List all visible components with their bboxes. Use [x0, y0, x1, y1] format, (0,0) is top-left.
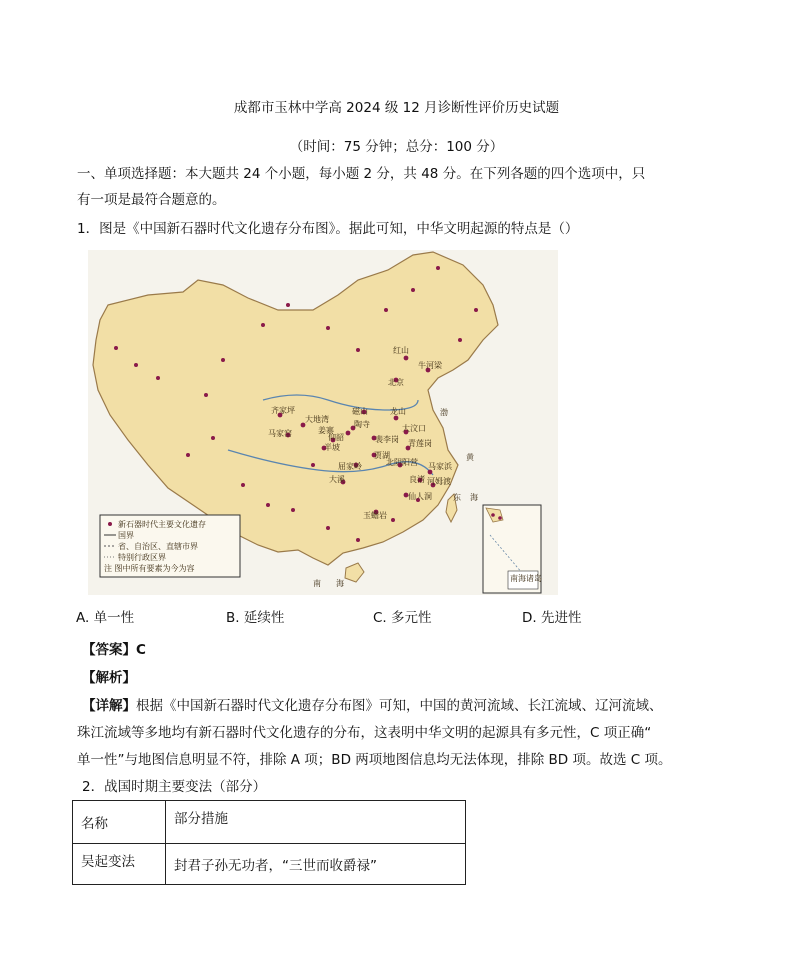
- legend-item: 特别行政区界: [118, 553, 166, 562]
- detail-label: 【详解】: [82, 698, 136, 714]
- table-header-cell: 名称: [73, 801, 166, 844]
- sea-label: 东: [453, 493, 461, 502]
- site-label: 马家浜: [428, 462, 452, 471]
- site-label: 河姆渡: [427, 477, 451, 486]
- table-cell: 吴起变法: [73, 844, 166, 885]
- option-b: B. 延续性: [226, 610, 285, 626]
- detail-line1: [82, 694, 663, 714]
- site-label: 齐家坪: [271, 406, 295, 415]
- sea-label: 海: [336, 579, 344, 588]
- neolithic-sites-map: [88, 250, 558, 595]
- site-label: 大汶口: [402, 424, 426, 433]
- site-label: 红山: [393, 346, 409, 355]
- map-legend: [100, 515, 240, 577]
- table-row: [73, 844, 466, 885]
- section-instructions-line1: 一、单项选择题：本大题共 24 个小题，每小题 2 分，共 48 分。在下列各题的四个选项中，只: [77, 166, 646, 182]
- answer-line: [82, 638, 146, 658]
- site-label: 玉蟾岩: [363, 511, 387, 520]
- site-label: 陶寺: [354, 420, 370, 429]
- site-label: 良渚: [409, 475, 425, 484]
- site-label: 北京: [388, 378, 404, 387]
- sea-label: 渤: [440, 408, 448, 417]
- legend-item: 省、自治区、直辖市界: [118, 542, 198, 551]
- detail-line2: 珠江流域等多地均有新石器时代文化遗存的分布，这表明中华文明的起源具有多元性，C 项正确“: [77, 725, 652, 741]
- exam-title: 成都市玉林中学高 2024 级 12 月诊断性评价历史试题: [233, 100, 560, 116]
- reform-table: [72, 800, 466, 885]
- sea-label: 南: [313, 579, 321, 588]
- question-1-stem: 1．图是《中国新石器时代文化遗存分布图》。据此可知，中华文明起源的特点是（）: [77, 221, 579, 237]
- question-2-stem: 2．战国时期主要变法（部分）: [82, 779, 267, 795]
- site-label: 屈家岭: [338, 462, 362, 471]
- detail-text-1: 根据《中国新石器时代文化遗存分布图》可知，中国的黄河流域、长江流域、辽河流域、: [136, 698, 663, 714]
- table-header-cell: 部分措施: [166, 801, 466, 844]
- site-label: 贾湖: [374, 451, 390, 460]
- site-label: 姜寨: [318, 426, 334, 435]
- option-a: A. 单一性: [76, 610, 135, 626]
- site-label: 龙山: [390, 407, 406, 416]
- legend-item: 国界: [118, 531, 134, 540]
- site-label: 裴李岗: [375, 435, 399, 444]
- site-label: 北阴阳营: [386, 458, 418, 467]
- legend-item: 新石器时代主要文化遗存: [118, 520, 206, 529]
- site-label: 大溪: [329, 475, 345, 484]
- site-label: 牛河梁: [418, 361, 442, 370]
- analysis-label: 【解析】: [82, 670, 136, 686]
- option-d: D. 先进性: [522, 610, 582, 626]
- south-china-sea-inset: [483, 505, 542, 593]
- legend-note: 注 图中所有要素为今为容: [104, 564, 195, 573]
- table-cell: 封君子孙无功者，“三世而收爵禄”: [166, 844, 466, 885]
- sea-label: 海: [470, 493, 478, 502]
- site-label: 大地湾: [305, 415, 329, 424]
- inset-label: 南海诸岛: [510, 574, 542, 583]
- site-label: 仙人洞: [408, 492, 432, 501]
- sea-label: 黄: [466, 453, 474, 462]
- detail-line3: 单一性”与地图信息明显不符，排除 A 项；BD 两项地图信息均无法体现，排除 BD 项。故选 C 项。: [77, 752, 672, 768]
- section-instructions-line2: 有一项是最符合题意的。: [77, 192, 226, 208]
- site-label: 青莲岗: [408, 439, 432, 448]
- site-label: 仰韶: [328, 433, 344, 442]
- site-label: 磁山: [352, 407, 368, 416]
- answer-value: C: [136, 642, 146, 658]
- answer-label: 【答案】: [82, 642, 136, 658]
- option-c: C. 多元性: [373, 610, 432, 626]
- exam-meta: （时间：75 分钟；总分：100 分）: [289, 139, 504, 155]
- table-header-row: [73, 801, 466, 844]
- site-label: 马家窑: [268, 429, 292, 438]
- site-label: 半坡: [324, 443, 340, 452]
